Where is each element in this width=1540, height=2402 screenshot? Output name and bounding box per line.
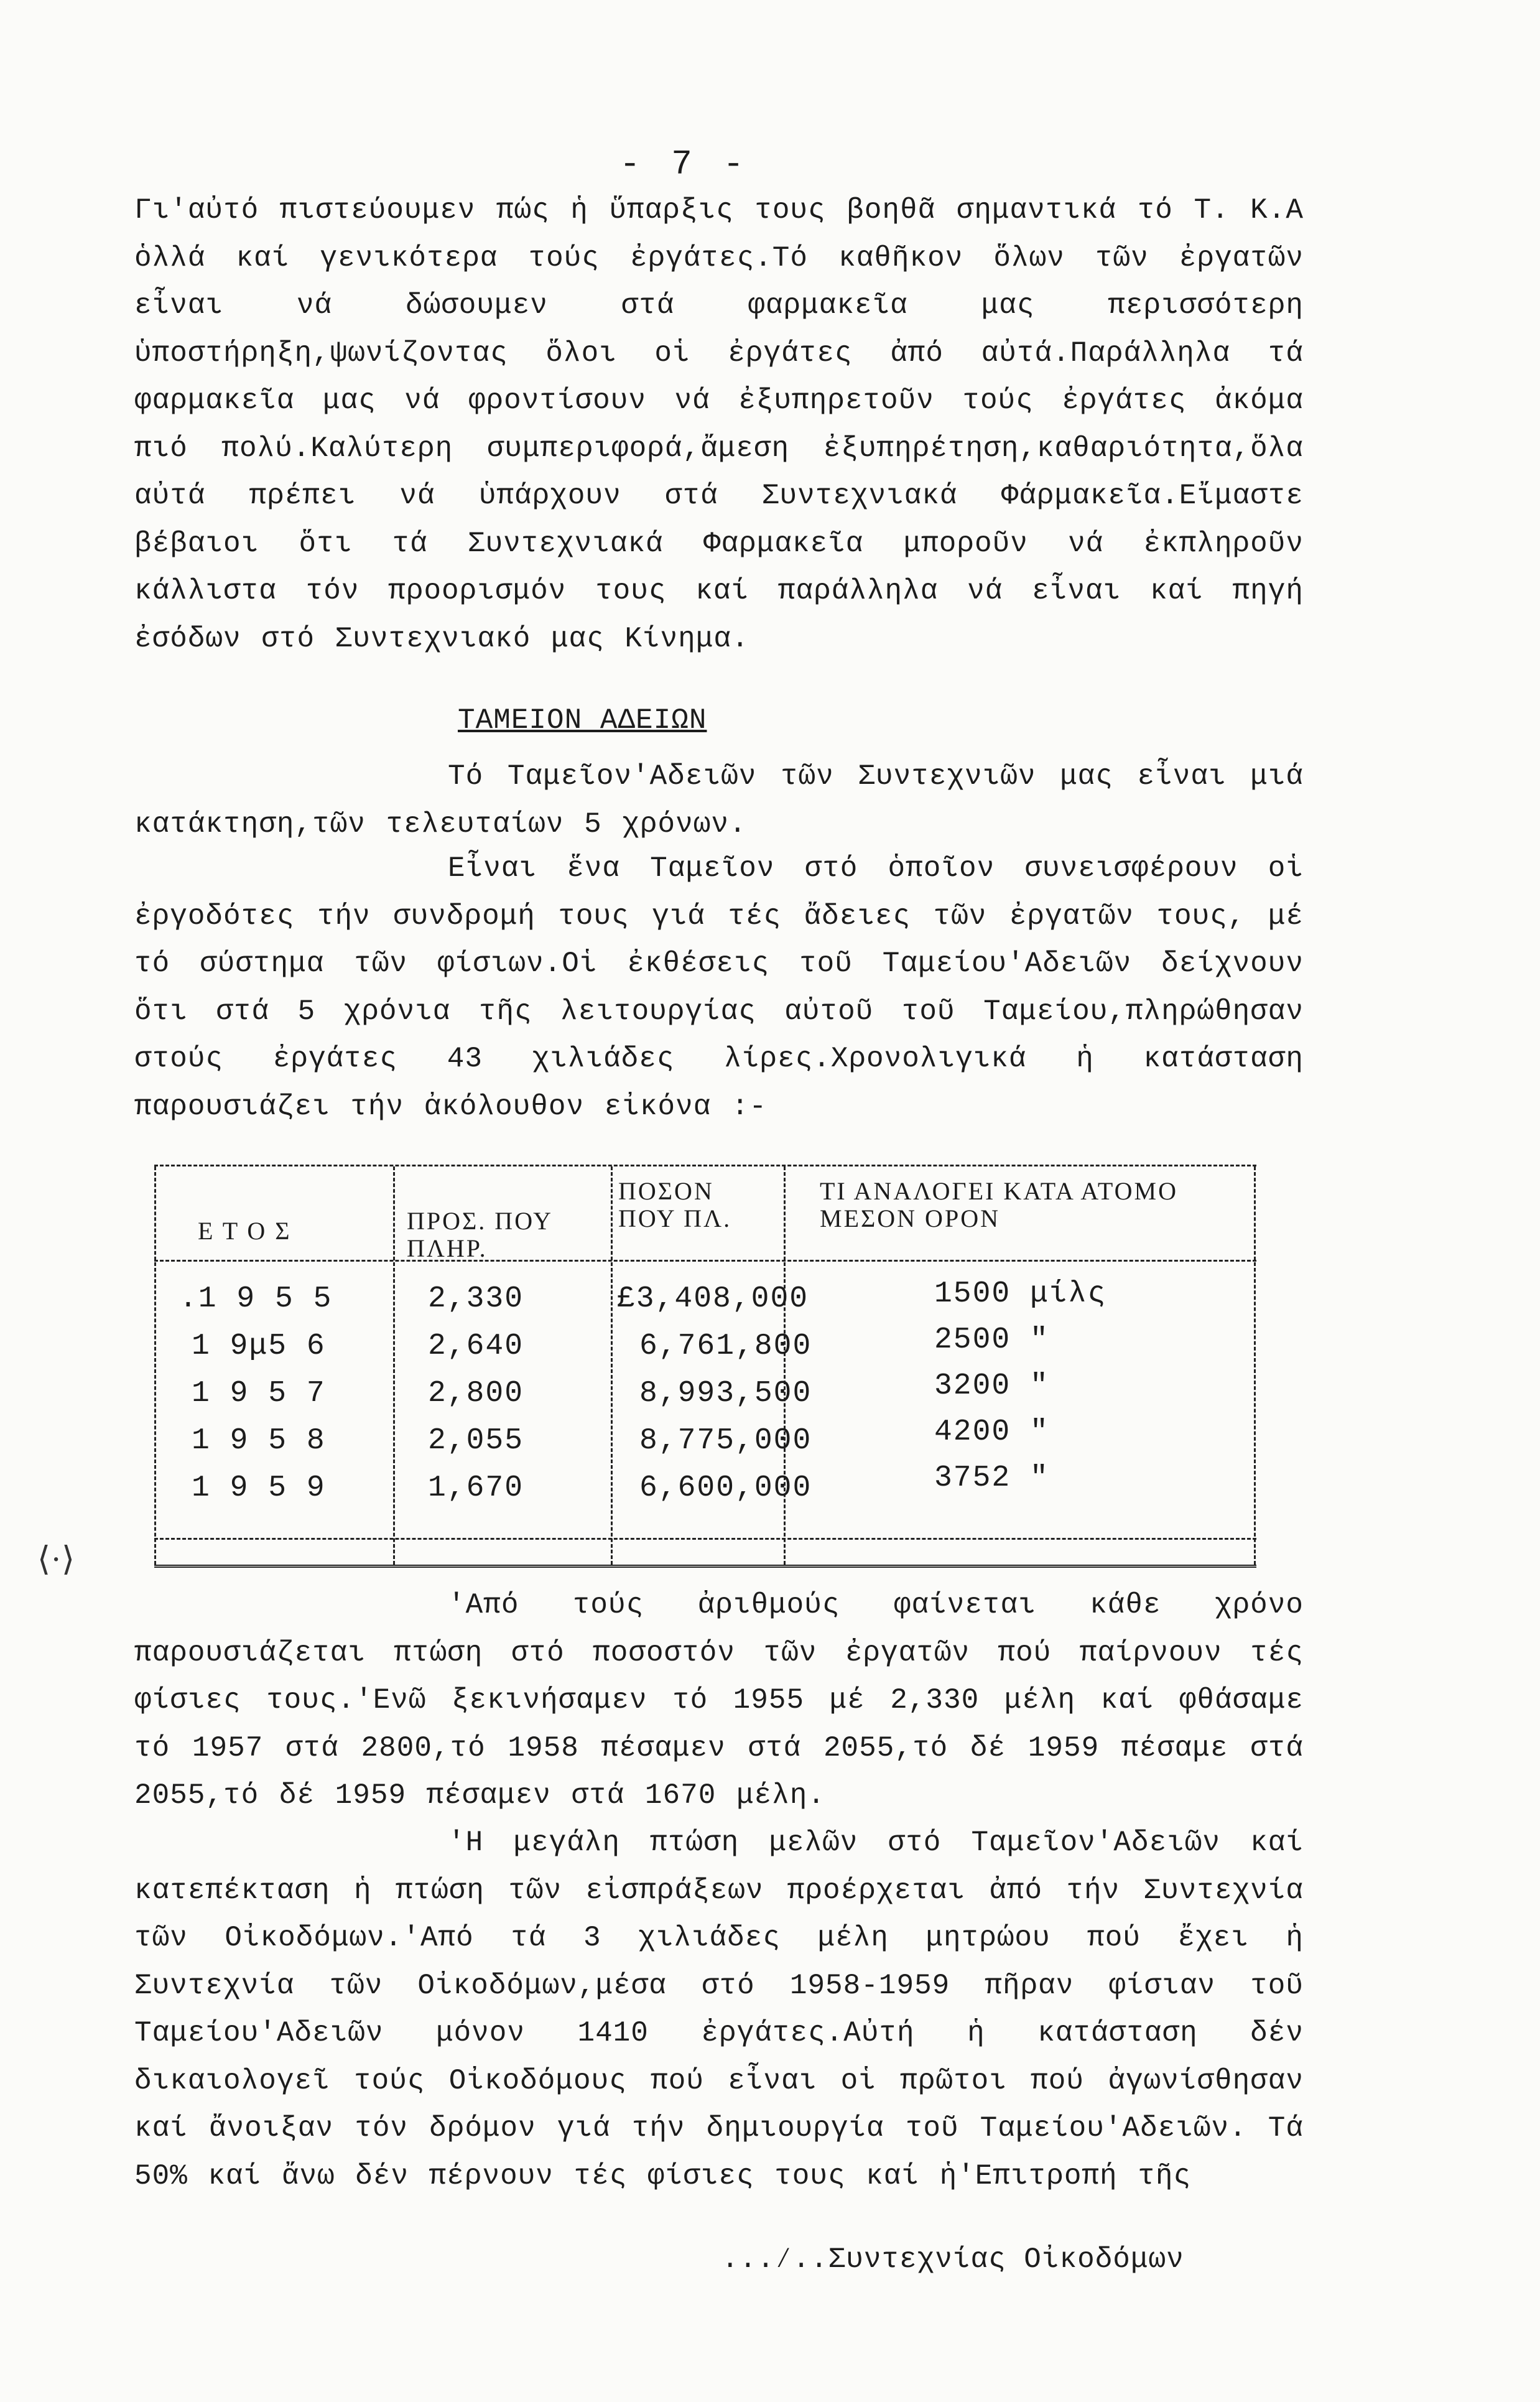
table-cell-per-person: 3752 " [934,1461,1049,1495]
paragraph-pharmacies: Γι'αὐτό πιστεύουμεν πώς ἡ ὕπαρξις τους βοηθᾶ σημαντικά τό Τ. Κ.Α ὁλλά καί γενικότερα τούς ἐργάτες.Τό καθῆκον ὅλων τῶν ἐργατῶν εἶναι νά δώσουμεν στά φαρμακεῖα μας περισσότερη ὑποστήρηξη,ψωνίζοντας ὅλοι οἱ ἐργάτες ἀπό αὐτά.Παράλληλα τά φαρμακεῖα μας νά φροντίσουν νά ἐξυπηρετοῦν τούς ἐργάτες ἀκόμα πιό πολύ.Καλύτερη συμπεριφορά,ἄμεση ἐξυπηρέτηση,καθαριότητα,ὅλα αὐτά πρέπει νά ὑπάρχουν στά Συντεχνιακά Φάρμακεῖα.Εἴμαστε βέβαιοι ὅτι τά Συντεχνιακά Φαρμακεῖα μποροῦν νά ἐκπληροῦν κάλλιστα τόν προορισμόν τους καί παράλληλα νά εἶναι καί πηγή ἐσόδων στό Συντεχνιακό μας Κίνημα. [134,194,1304,655]
table-cell-year: 1 9μ5 6 [192,1329,326,1363]
table-cell-amount: 8,993,500 [639,1377,812,1410]
header-year: Ε Τ Ο Σ [198,1217,292,1245]
leave-fund-table [154,1165,1256,1568]
table-cell-per-person: 1500 μίλς [934,1277,1107,1311]
margin-mark: ⟨·⟩ [37,1540,75,1578]
header-per-person: ΤΙ ΑΝΑΛΟΓΕΙ ΚΑΤΑ ΑΤΟΜΟ ΜΕΣΟΝ ΟΡΟΝ [820,1177,1178,1232]
table-cell-persons: 2,800 [428,1377,524,1410]
table-cell-persons: 2,055 [428,1424,524,1458]
table-cell-amount: 6,600,000 [639,1471,812,1505]
table-cell-per-person: 3200 " [934,1369,1049,1403]
table-cell-per-person: 2500 " [934,1323,1049,1357]
section-heading: ΤΑΜΕΙΟΝ ΑΔΕΙΩΝ [458,704,707,737]
table-cell-amount: 6,761,800 [639,1329,812,1363]
page-number: - 7 - [619,144,749,184]
table-cell-year: 1 9 5 7 [192,1377,326,1410]
paragraph-builders: 'Η μεγάλη πτώση μελῶν στό Ταμεῖον'Αδειῶν καί κατεπέκταση ἡ πτώση τῶν εἰσπράξεων προέρχεται ἀπό τήν Συντεχνία τῶν Οἰκοδόμων.'Από τά 3 χιλιάδες μέλη μητρώου πού ἔχει ἡ Συντεχνία τῶν Οἰκοδόμων,μέσα στό 1958-1959 πῆραν φίσιαν τοῦ Ταμείου'Αδειῶν μόνον 1410 ἐργάτες.Αὐτή ἡ κατάσταση δέν δικαιολογεῖ τούς Οἰκοδόμους πού εἶναι οἱ πρῶτοι πού ἀγωνίσθησαν καί ἄνοιξαν τόν δρόμον γιά τήν δημιουργία τοῦ Ταμείου'Αδειῶν. Τά 50% καί ἄνω δέν πέρνουν τές φίσιες τους καί ἡ'Επιτροπή τῆς [134,1827,1304,2192]
table-cell-amount: 8,775,000 [639,1424,812,1458]
header-persons: ΠΡΟΣ. ΠΟΥ ΠΛΗΡ. [407,1207,552,1262]
table-cell-year: 1 9 5 8 [192,1424,326,1458]
table-cell-year: 1 9 5 9 [192,1471,326,1505]
table-cell-persons: 2,330 [428,1282,524,1316]
paragraph-leave-fund-intro: Τό Ταμεῖον'Αδειῶν τῶν Συντεχνιῶν μας εἶναι μιά κατάκτηση,τῶν τελευταίων 5 χρόνων. [134,760,1304,840]
continuation-line: ...⁄..Συντεχνίας Οἰκοδόμων [721,2243,1184,2276]
table-cell-persons: 1,670 [428,1471,524,1505]
paragraph-leave-fund-details: Εἶναι ἕνα Ταμεῖον στό ὁποῖον συνεισφέρουν οἱ ἐργοδότες τήν συνδρομή τους γιά τές ἄδειες τῶν ἐργατῶν τους, μέ τό σύστημα τῶν φίσιων.Οἱ ἐκθέσεις τοῦ Ταμείου'Αδειῶν δείχνουν ὅτι στά 5 χρόνια τῆς λειτουργίας αὐτοῦ τοῦ Ταμείου,πληρώθησαν στούς ἐργάτες 43 χιλιάδες λίρες.Χρονολιγικά ἡ κατάσταση παρουσιάζει τήν ἀκόλουθον εἰκόνα :- [134,852,1304,1123]
table-cell-persons: 2,640 [428,1329,524,1363]
header-amount: ΠΟΣΟΝ ΠΟΥ ΠΛ. [618,1177,732,1232]
table-cell-per-person: 4200 " [934,1415,1049,1449]
table-cell-year: .1 9 5 5 [179,1282,333,1316]
paragraph-decline: 'Από τούς ἀριθμούς φαίνεται κάθε χρόνο παρουσιάζεται πτώση στό ποσοστόν τῶν ἐργατῶν πού παίρνουν τές φίσιες τους.'Ενῶ ξεκινήσαμεν τό 1955 μέ 2,330 μέλη καί φθάσαμε τό 1957 στά 2800,τό 1958 πέσαμεν στά 2055,τό δέ 1959 πέσαμε στά 2055,τό δέ 1959 πέσαμεν στά 1670 μέλη. [134,1589,1304,1812]
table-cell-amount: £3,408,000 [617,1282,809,1316]
